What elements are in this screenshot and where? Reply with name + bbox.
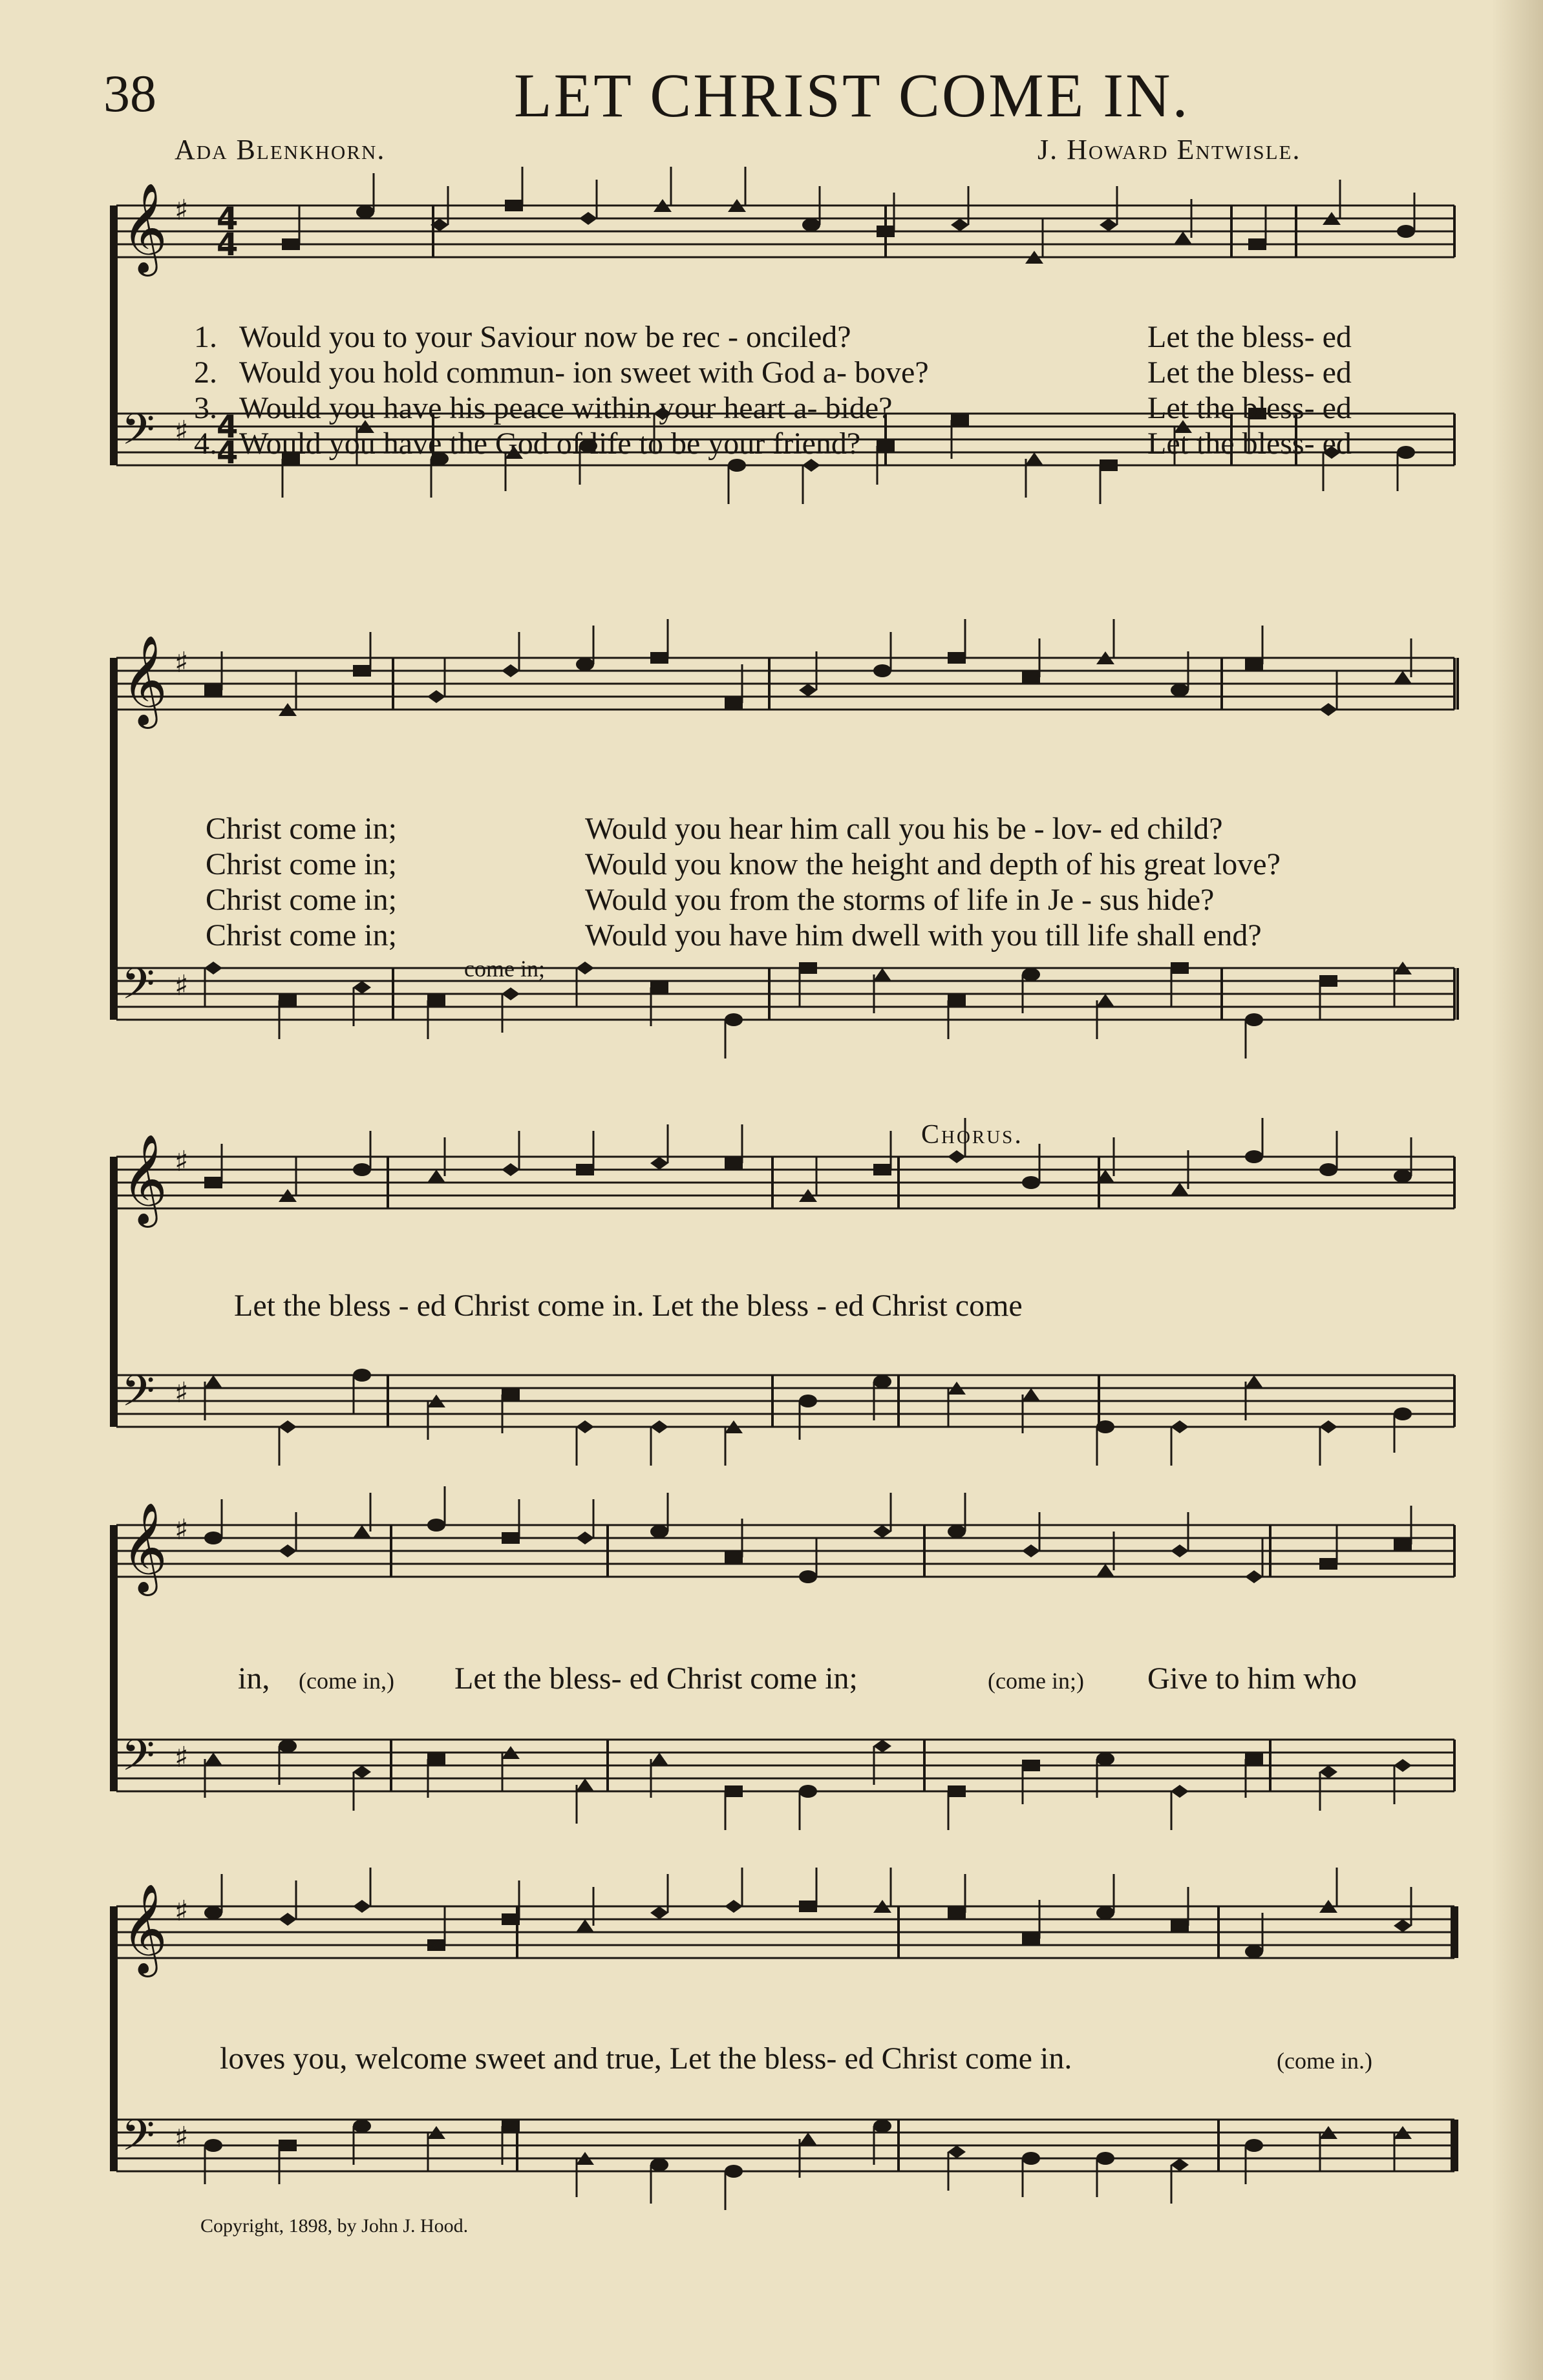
shape-note xyxy=(1245,1945,1263,1958)
chorus-echo-2: (come in;) xyxy=(988,1668,1084,1694)
shape-note xyxy=(279,2140,297,2151)
shape-note xyxy=(502,2120,520,2132)
verse-1-refrain: Christ come in; xyxy=(206,812,397,846)
shape-note xyxy=(725,1900,743,1913)
verse-4-number: 4. xyxy=(194,427,217,461)
verse-3-end: Let the bless- ed xyxy=(1147,391,1352,425)
shape-note xyxy=(1245,2139,1263,2152)
shape-note xyxy=(279,1913,297,1926)
verse-4-end: Let the bless- ed xyxy=(1147,427,1352,461)
composer-credit: J. Howard Entwisle. xyxy=(1038,134,1301,165)
sharp-key-signature-icon: ♯ xyxy=(175,1376,189,1409)
verse-3-line-2: Would you from the storms of life in Je - sus hide? xyxy=(585,883,1215,917)
shape-note xyxy=(353,2120,371,2133)
treble-clef-icon: 𝄞 xyxy=(122,1884,167,1974)
shape-note xyxy=(353,1900,371,1913)
time-signature-digit: 4 xyxy=(217,201,239,237)
sharp-key-signature-icon: ♯ xyxy=(175,1741,189,1774)
shape-note xyxy=(204,2139,222,2152)
lyricist-credit: Ada Blenkhorn. xyxy=(175,134,386,165)
time-signature-digit: 4 xyxy=(217,409,239,445)
hymn-title: LET CHRIST COME IN. xyxy=(514,61,1190,130)
time-signature-digit: 4 xyxy=(217,435,239,471)
shape-note xyxy=(1096,2152,1114,2165)
shape-note xyxy=(725,2165,743,2178)
page-number: 38 xyxy=(103,64,156,123)
bass-echo: come in; xyxy=(464,956,545,982)
verse-3-refrain: Christ come in; xyxy=(206,883,397,917)
sharp-key-signature-icon: ♯ xyxy=(175,1513,189,1546)
verse-1-end: Let the bless- ed xyxy=(1147,320,1352,354)
sharp-key-signature-icon: ♯ xyxy=(175,646,189,679)
shape-note xyxy=(427,1939,445,1951)
shape-note xyxy=(1022,1933,1040,1944)
time-signature-digit: 4 xyxy=(217,227,239,263)
chorus-label: Chorus. xyxy=(921,1120,1023,1150)
verse-4-refrain: Christ come in; xyxy=(206,918,397,953)
shape-note xyxy=(576,1919,594,1932)
treble-clef-icon: 𝄞 xyxy=(122,183,167,273)
sharp-key-signature-icon: ♯ xyxy=(175,2121,189,2154)
chorus-line-3: loves you, welcome sweet and true, Let the bless- ed Christ come in. xyxy=(220,2041,1072,2076)
bass-clef-icon: 𝄢 xyxy=(122,1731,155,1791)
verse-4-line-2: Would you have him dwell with you till life shall end? xyxy=(585,918,1262,953)
bass-clef-icon: 𝄢 xyxy=(122,959,155,1019)
verse-2-line-2: Would you know the height and depth of his great love? xyxy=(585,847,1281,881)
shape-note xyxy=(502,1913,520,1925)
sharp-key-signature-icon: ♯ xyxy=(175,194,189,227)
verse-1-line: Would you to your Saviour now be rec - onciled? xyxy=(239,320,851,354)
sharp-key-signature-icon: ♯ xyxy=(175,1145,189,1178)
chorus-line-2-a: in, xyxy=(238,1661,270,1696)
copyright-notice: Copyright, 1898, by John J. Hood. xyxy=(200,2215,469,2237)
shape-note xyxy=(1394,1919,1412,1932)
sharp-key-signature-icon: ♯ xyxy=(175,1895,189,1928)
shape-note xyxy=(948,2145,966,2158)
sharp-key-signature-icon: ♯ xyxy=(175,415,189,448)
verse-3-line: Would you have his peace within your heart a- bide? xyxy=(239,391,893,425)
bass-clef-icon: 𝄢 xyxy=(122,1366,155,1426)
treble-clef-icon: 𝄞 xyxy=(122,1134,167,1224)
chorus-echo-1: (come in,) xyxy=(299,1668,394,1694)
shape-note xyxy=(799,1901,817,1912)
verse-2-end: Let the bless- ed xyxy=(1147,355,1352,390)
bass-clef-icon: 𝄢 xyxy=(122,2111,155,2171)
chorus-line-2-c: Give to him who xyxy=(1147,1661,1357,1696)
shape-note xyxy=(204,1906,222,1919)
verse-2-line: Would you hold commun- ion sweet with God a- bove? xyxy=(239,355,929,390)
chorus-line-2-b: Let the bless- ed Christ come in; xyxy=(454,1661,858,1696)
verse-2-number: 2. xyxy=(194,355,217,390)
chorus-line-1: Let the bless - ed Christ come in. Let the bless - ed Christ come xyxy=(234,1289,1023,1323)
shape-note xyxy=(1171,2158,1189,2171)
shape-note xyxy=(799,2133,817,2145)
shape-note xyxy=(873,2120,891,2133)
shape-note xyxy=(650,1906,668,1919)
treble-clef-icon: 𝄞 xyxy=(122,635,167,725)
sharp-key-signature-icon: ♯ xyxy=(175,969,189,1002)
shape-note xyxy=(650,2158,668,2171)
verse-2-refrain: Christ come in; xyxy=(206,847,397,881)
shape-note xyxy=(1171,1920,1189,1932)
shape-note xyxy=(1022,2152,1040,2165)
shape-note xyxy=(948,1907,966,1919)
verse-1-number: 1. xyxy=(194,320,217,354)
chorus-echo-3: (come in.) xyxy=(1277,2048,1372,2074)
verse-3-number: 3. xyxy=(194,391,217,425)
bass-clef-icon: 𝄢 xyxy=(122,405,155,465)
treble-clef-icon: 𝄞 xyxy=(122,1502,167,1592)
verse-1-line-2: Would you hear him call you his be - lov- ed child? xyxy=(585,812,1223,846)
verse-4-line: Would you have the God of life to be your friend? xyxy=(239,427,861,461)
shape-note xyxy=(1096,1906,1114,1919)
